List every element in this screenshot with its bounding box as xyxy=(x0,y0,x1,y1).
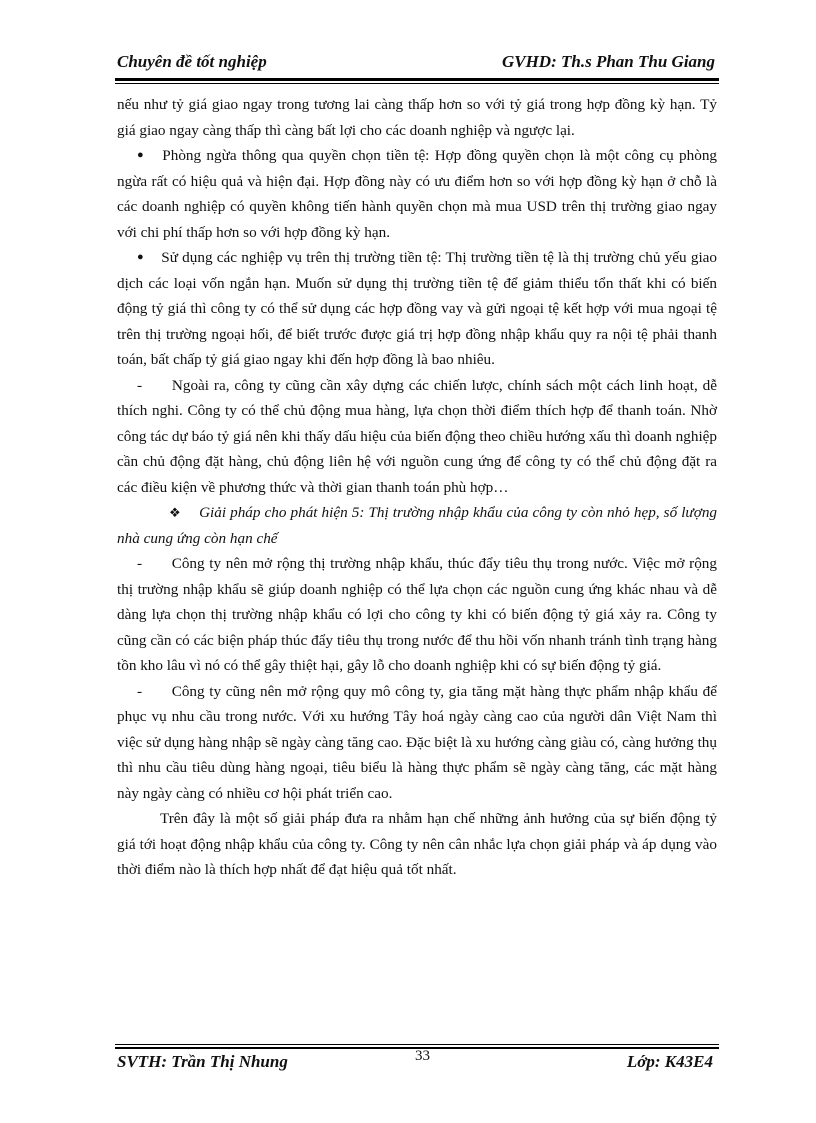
diamond-icon: ❖ xyxy=(169,505,181,520)
bullet-mark: ● xyxy=(137,251,144,263)
dash-item xyxy=(117,551,717,679)
bullet-item xyxy=(117,245,717,373)
document-body xyxy=(117,92,717,883)
page-footer xyxy=(117,1050,717,1078)
dash-text: Ngoài ra, công ty cũng cần xây dựng các chiến lược, chính sách một cách linh hoạt, dễ thích nghi. Công ty có thể chủ động mua hàng, lựa chọn thời điểm thích hợp để thanh toán. Nhờ công tác dự báo tỷ giá nên khi thấy dấu hiệu của biến động theo chiều hướng xấu thì doanh nghiệp cần chủ động đặt hàng, chủ động liên hệ với nguồn cung ứng để công ty có thể chủ động đặt ra các điều kiện về phương thức và thời gian thanh toán phù hợp… xyxy=(117,376,718,496)
subheading-text: Giải pháp cho phát hiện 5: Thị trường nhập khẩu của công ty còn nhỏ hẹp, số lượng nhà cung ứng còn hạn chế xyxy=(117,504,718,547)
paragraph: nếu như tỷ giá giao ngay trong tương lai càng thấp hơn so với tỷ giá trong hợp đồng kỳ hạn. Tỷ giá giao ngay càng thấp thì càng bất lợi cho các doanh nghiệp và ngược lại. xyxy=(117,96,717,139)
dash-mark: - xyxy=(137,682,143,700)
closing-paragraph: Trên đây là một số giải pháp đưa ra nhằm hạn chế những ảnh hưởng của sự biến động tỷ giá tới hoạt động nhập khẩu của công ty. Công ty nên cân nhắc lựa chọn giải pháp và áp dụng vào thời điểm nào là thích hợp nhất để đạt hiệu quả tốt nhất. xyxy=(117,810,717,878)
dash-item xyxy=(117,373,717,501)
footer-student: SVTH: Trần Thị Nhung xyxy=(117,1052,288,1071)
page-number: 33 xyxy=(415,1048,430,1064)
header-rule-thick xyxy=(115,78,719,81)
bullet-item xyxy=(117,143,717,245)
dash-item xyxy=(117,679,717,807)
bullet-text: Sử dụng các nghiệp vụ trên thị trường tiền tệ: Thị trường tiền tệ là thị trường chủ yếu giao dịch các loại vốn ngắn hạn. Muốn sử dụng thị trường tiền tệ để giảm thiểu tổn thất khi có biến động tỷ giá thì công ty có thể sử dụng các hợp đồng vay và gửi ngoại tệ kết hợp với mua ngoại tệ trên thị trường ngoại hối, để biết trước được giá trị hợp đồng nhập khẩu quy ra nội tệ phải thanh toán, bất chấp tỷ giá giao ngay khi đến hợp đồng là bao nhiêu. xyxy=(117,249,717,368)
header-rule-thin xyxy=(115,83,719,84)
footer-rule-thin xyxy=(115,1044,719,1045)
bullet-text: Phòng ngừa thông qua quyền chọn tiền tệ: Hợp đồng quyền chọn là một công cụ phòng ngừa rất có hiệu quả và hiện đại. Hợp đồng này có ưu điểm hơn so với hợp đồng kỳ hạn ở chỗ là các doanh nghiệp có quyền không tiến hành quyền chọn mà mua USD trên thị trường giao ngay với chi phí thấp hơn so với hợp đồng kỳ hạn. xyxy=(117,147,718,241)
dash-text: Công ty cũng nên mở rộng quy mô công ty, gia tăng mặt hàng thực phẩm nhập khẩu để phục vụ nhu cầu trong nước. Với xu hướng Tây hoá ngày càng cao của người dân Việt Nam thì việc sử dụng hàng nhập sẽ ngày càng tăng cao. Đặc biệt là xu hướng càng giàu có, càng hưởng thụ thì nhu cầu tiêu dùng hàng ngoại, tiêu biểu là hàng thực phẩm sẽ ngày càng tăng, các mặt hàng này ngày càng có nhiều cơ hội phát triển cao. xyxy=(117,682,717,802)
dash-mark: - xyxy=(137,376,143,394)
page-header xyxy=(117,50,717,78)
bullet-mark: ● xyxy=(137,149,144,161)
section-subheading xyxy=(117,500,717,551)
dash-text: Công ty nên mở rộng thị trường nhập khẩu, thúc đẩy tiêu thụ trong nước. Việc mở rộng thị trường nhập khẩu sẽ giúp doanh nghiệp có thể lựa chọn các nguồn cung ứng khác nhau và dễ dàng lựa chọn thị trường nhập khẩu có lợi cho công ty khi có biến động tỷ giá xảy ra. Công ty cũng cần có các biện pháp thúc đẩy tiêu thụ trong nước để thu hồi vốn nhanh tránh tình trạng hàng tồn kho lâu vì nó có thể gây thiệt hại, gây lỗ cho doanh nghiệp khi có sự biến động tỷ giá. xyxy=(117,555,717,674)
footer-class: Lớp: K43E4 xyxy=(626,1052,713,1071)
header-advisor: GVHD: Th.s Phan Thu Giang xyxy=(501,52,715,71)
header-title: Chuyên đề tốt nghiệp xyxy=(117,52,267,71)
dash-mark: - xyxy=(137,555,143,572)
